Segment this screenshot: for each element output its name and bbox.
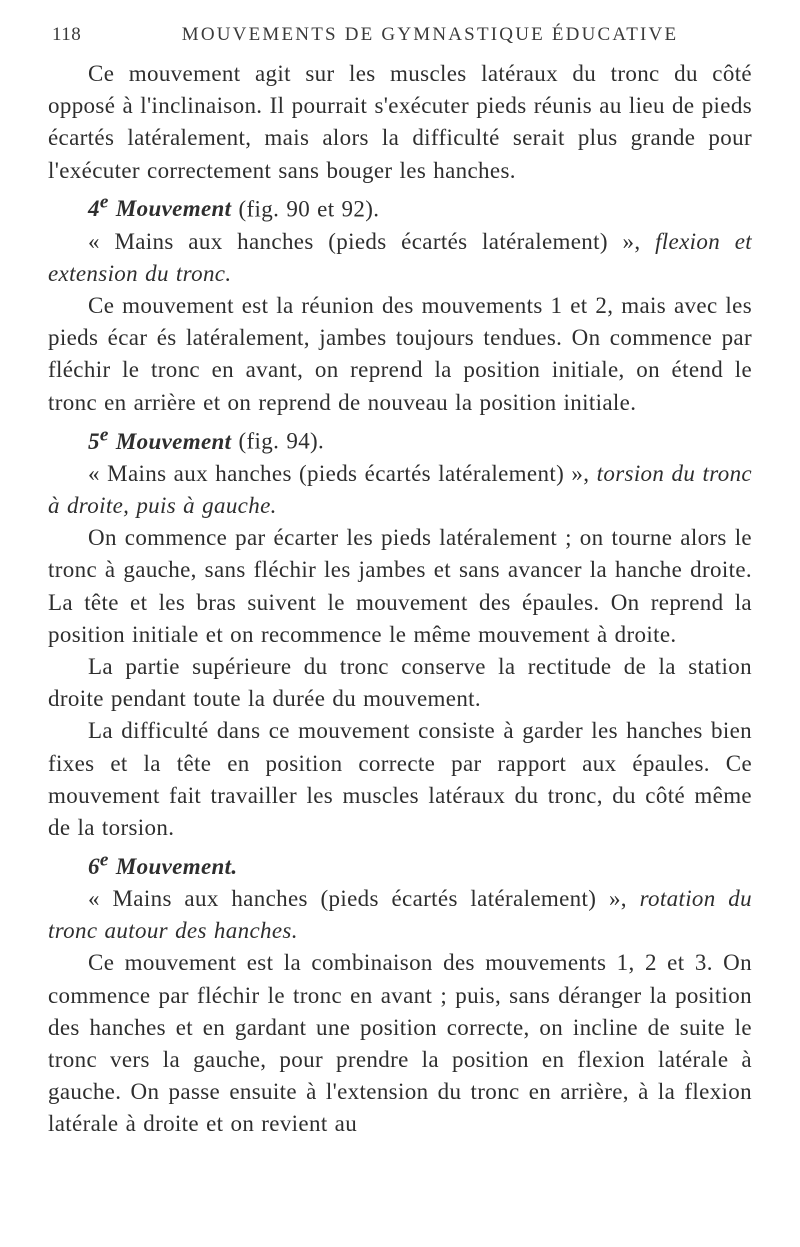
running-head [48, 18, 752, 48]
section-heading-6: 6e Mouvement. [88, 849, 238, 879]
book-page [48, 18, 752, 1141]
section-heading-4: 4e Mouvement (fig. 90 et 92). [88, 191, 380, 222]
paragraph: Ce mouvement est la réunion des mouvements 1 et 2, mais avec les pieds écar és latéralement, jambes toujours tendues. On commence par fléchir le tronc en avant, on reprend la position initiale, on étend le tronc en arrière et on reprend de nouveau la position initiale. [48, 293, 752, 415]
exercise-description: « Mains aux hanches (pieds écartés latéralement) », rotation du tronc autour des hanches. [48, 886, 752, 944]
paragraph: Ce mouvement agit sur les muscles latéraux du tronc du côté opposé à l'inclinaison. Il pourrait s'exécuter pieds réunis au lieu de pieds écartés latéralement, mais alors la difficulté serait plus grande pour l'exécuter correctement sans bouger les hanches. [48, 61, 752, 183]
page-number: 118 [52, 24, 82, 45]
exercise-description: « Mains aux hanches (pieds écartés latéralement) », flexion et extension du tronc. [48, 228, 752, 286]
paragraph: Ce mouvement est la combinaison des mouvements 1, 2 et 3. On commence par fléchir le tronc en avant ; puis, sans déranger la position des hanches et en gardant une position correcte, on incline de suite le tronc vers la gauche, pour prendre la position en flexion latérale à gauche. On passe ensuite à l'extension du tronc en arrière, à la flexion latérale à droite et on revient au [48, 950, 752, 1137]
section-heading-5: 5e Mouvement (fig. 94). [88, 423, 325, 454]
paragraph: La partie supérieure du tronc conserve la rectitude de la station droite pendant toute la durée du mouvement. [48, 653, 752, 712]
paragraph: On commence par écarter les pieds latéralement ; on tourne alors le tronc à gauche, sans fléchir les jambes et sans avancer la hanche droite. La tête et les bras suivent le mouvement des épaules. On reprend la position initiale et on recommence le même mouvement à droite. [48, 525, 752, 647]
exercise-description: « Mains aux hanches (pieds écartés latéralement) », torsion du tronc à droite, puis à gauche. [48, 460, 752, 518]
running-title: MOUVEMENTS DE GYMNASTIQUE ÉDUCATIVE [181, 24, 679, 45]
body-text [48, 58, 752, 1141]
paragraph: La difficulté dans ce mouvement consiste à garder les hanches bien fixes et la tête en position correcte par rapport aux épaules. Ce mouvement fait travailler les muscles latéraux du tronc, du côté même de la torsion. [48, 718, 752, 840]
